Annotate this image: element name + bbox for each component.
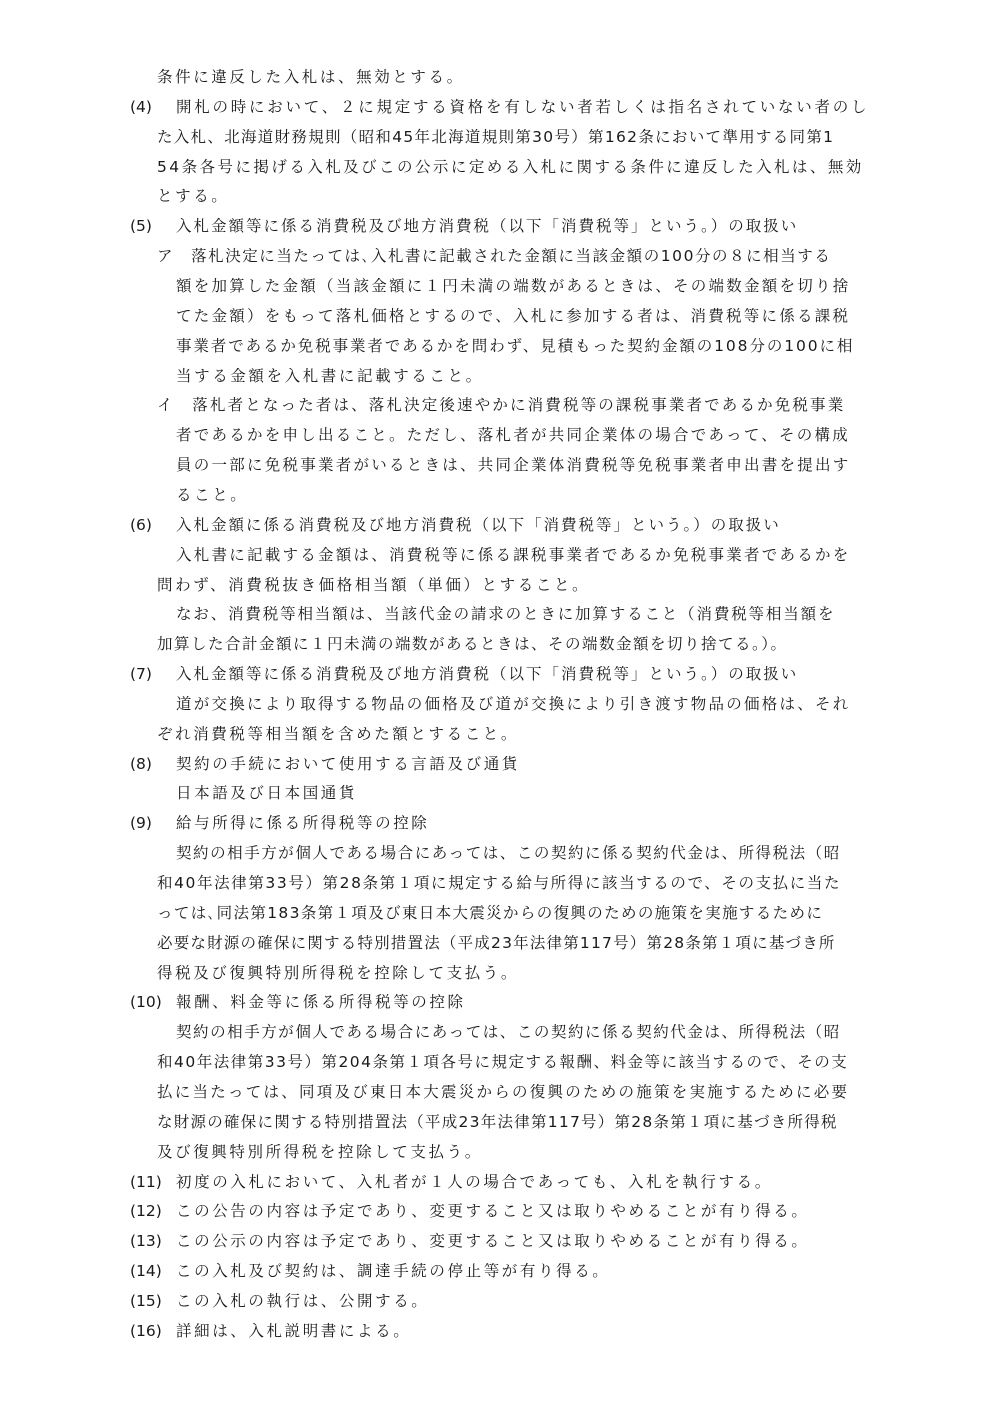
text-line	[0, 1142, 1000, 1162]
text-line	[0, 575, 1000, 595]
line-text: 問わず、消費税抜き価格相当額（単価）とすること。	[157, 576, 591, 594]
line-text: とする。	[157, 187, 230, 205]
line-text: 当する金額を入札書に記載すること。	[176, 367, 484, 385]
line-text: 契約の相手方が個人である場合にあっては、この契約に係る契約代金は、所得税法（昭	[176, 1023, 841, 1041]
text-line	[0, 395, 1000, 415]
line-text: 得税及び復興特別所得税を控除して支払う。	[157, 964, 520, 982]
text-line	[0, 455, 1000, 475]
line-text: 入札金額に係る消費税及び地方消費税（以下「消費税等」という。）の取扱い	[176, 516, 781, 534]
numbered-item-heading	[0, 813, 1000, 833]
text-line	[0, 485, 1000, 505]
line-text: 契約の手続において使用する言語及び通貨	[176, 755, 520, 773]
text-line	[0, 366, 1000, 386]
text-line	[0, 634, 1000, 654]
text-line	[0, 246, 1000, 266]
line-text: 及び復興特別所得税を控除して支払う。	[157, 1143, 483, 1161]
line-text: 加算した合計金額に１円未満の端数があるときは、その端数金額を切り捨てる。）。	[157, 635, 788, 653]
line-text: 給与所得に係る所得税等の控除	[176, 814, 430, 832]
text-line	[0, 1052, 1000, 1072]
text-line	[0, 843, 1000, 863]
text-line	[0, 873, 1000, 893]
text-line	[0, 604, 1000, 624]
line-text: ぞれ消費税等相当額を含めた額とすること。	[157, 725, 520, 743]
line-text: 入札金額等に係る消費税及び地方消費税（以下「消費税等」という。）の取扱い	[176, 665, 799, 683]
text-line	[0, 783, 1000, 803]
item-number: (8)	[130, 755, 152, 773]
text-line	[0, 724, 1000, 744]
numbered-item	[0, 1291, 1000, 1311]
text-line	[0, 425, 1000, 445]
text-line	[0, 545, 1000, 565]
line-text: 者であるかを申し出ること。ただし、落札者が共同企業体の場合であって、その構成	[176, 426, 851, 444]
item-number: (6)	[130, 516, 152, 534]
line-text: 契約の相手方が個人である場合にあっては、この契約に係る契約代金は、所得税法（昭	[176, 844, 841, 862]
line-text: 額を加算した金額（当該金額に１円未満の端数があるときは、その端数金額を切り捨	[176, 277, 851, 295]
text-line	[0, 67, 1000, 87]
item-number: (10)	[130, 993, 162, 1011]
numbered-item-heading	[0, 664, 1000, 684]
item-number: (4)	[130, 98, 152, 116]
text-line	[0, 933, 1000, 953]
line-text: 必要な財源の確保に関する特別措置法（平成23年法律第117号）第28条第１項に基づき所	[157, 934, 836, 952]
text-line	[0, 694, 1000, 714]
text-line	[0, 1022, 1000, 1042]
text-line	[0, 276, 1000, 296]
line-text: 和40年法律第33号）第204条第１項各号に規定する報酬、料金等に該当するので、その支	[157, 1053, 849, 1071]
item-number: (14)	[130, 1262, 162, 1280]
line-text: この公告の内容は予定であり、変更すること又は取りやめることが有り得る。	[176, 1202, 810, 1220]
item-number: (13)	[130, 1232, 162, 1250]
item-number: (5)	[130, 217, 152, 235]
numbered-item	[0, 1261, 1000, 1281]
numbered-item	[0, 1321, 1000, 1341]
line-text: この入札の執行は、公開する。	[176, 1292, 430, 1310]
line-text: なお、消費税等相当額は、当該代金の請求のときに加算すること（消費税等相当額を	[176, 605, 836, 623]
numbered-item	[0, 1201, 1000, 1221]
item-number: (12)	[130, 1202, 162, 1220]
line-text: な財源の確保に関する特別措置法（平成23年法律第117号）第28条第１項に基づき所得税	[157, 1113, 838, 1131]
line-text: 報酬、料金等に係る所得税等の控除	[176, 993, 466, 1011]
text-line	[0, 1082, 1000, 1102]
text-line	[0, 963, 1000, 983]
numbered-item	[0, 1231, 1000, 1251]
text-line	[0, 127, 1000, 147]
item-number: (15)	[130, 1292, 162, 1310]
text-line	[0, 157, 1000, 177]
numbered-item	[0, 1172, 1000, 1192]
line-text: 日本語及び日本国通貨	[176, 784, 358, 802]
line-text: てた金額）をもって落札価格とするので、入札に参加する者は、消費税等に係る課税	[176, 307, 851, 325]
numbered-item-heading	[0, 992, 1000, 1012]
numbered-item-heading	[0, 515, 1000, 535]
text-line	[0, 336, 1000, 356]
text-line	[0, 306, 1000, 326]
line-text: 入札書に記載する金額は、消費税等に係る課税事業者であるか免税事業者であるかを	[176, 546, 851, 564]
line-text: この公示の内容は予定であり、変更すること又は取りやめることが有り得る。	[176, 1232, 810, 1250]
line-text: 員の一部に免税事業者がいるときは、共同企業体消費税等免税事業者申出書を提出す	[176, 456, 851, 474]
line-text: 和40年法律第33号）第28条第１項に規定する給与所得に該当するので、その支払に当た	[157, 874, 842, 892]
line-text: この入札及び契約は、調達手続の停止等が有り得る。	[176, 1262, 611, 1280]
line-text: 道が交換により取得する物品の価格及び道が交換により引き渡す物品の価格は、それ	[176, 695, 851, 713]
numbered-item-heading	[0, 216, 1000, 236]
line-text: 初度の入札において、入札者が１人の場合であっても、入札を執行する。	[176, 1173, 773, 1191]
line-text: た入札、北海道財務規則（昭和45年北海道規則第30号）第162条において準用する同第1	[157, 128, 835, 146]
line-text: 条件に違反した入札は、無効とする。	[157, 68, 465, 86]
line-text: 事業者であるか免税事業者であるかを問わず、見積もった契約金額の108分の100に相	[176, 337, 855, 355]
line-text: 入札金額等に係る消費税及び地方消費税（以下「消費税等」という。）の取扱い	[176, 217, 799, 235]
numbered-item-heading	[0, 754, 1000, 774]
line-text: ア 落札決定に当たっては､入札書に記載された金額に当該金額の100分の８に相当する	[157, 247, 832, 265]
item-number: (9)	[130, 814, 152, 832]
line-text: イ 落札者となった者は、落札決定後速やかに消費税等の課税事業者であるか免税事業	[157, 396, 846, 414]
line-text: 詳細は、入札説明書による。	[176, 1322, 412, 1340]
line-text: 54条各号に掲げる入札及びこの公示に定める入札に関する条件に違反した入札は、無効	[157, 158, 864, 176]
item-number: (11)	[130, 1173, 162, 1191]
text-line	[0, 903, 1000, 923]
text-line	[0, 186, 1000, 206]
line-text: 払に当たっては、同項及び東日本大震災からの復興のための施策を実施するために必要	[157, 1083, 850, 1101]
text-line	[0, 1112, 1000, 1132]
item-number: (16)	[130, 1322, 162, 1340]
numbered-item-heading	[0, 97, 1000, 117]
line-text: っては､同法第183条第１項及び東日本大震災からの復興のための施策を実施するために	[157, 904, 824, 922]
item-number: (7)	[130, 665, 152, 683]
line-text: 開札の時において、２に規定する資格を有しない者若しくは指名されていない者のし	[176, 98, 870, 116]
line-text: ること。	[176, 486, 249, 504]
